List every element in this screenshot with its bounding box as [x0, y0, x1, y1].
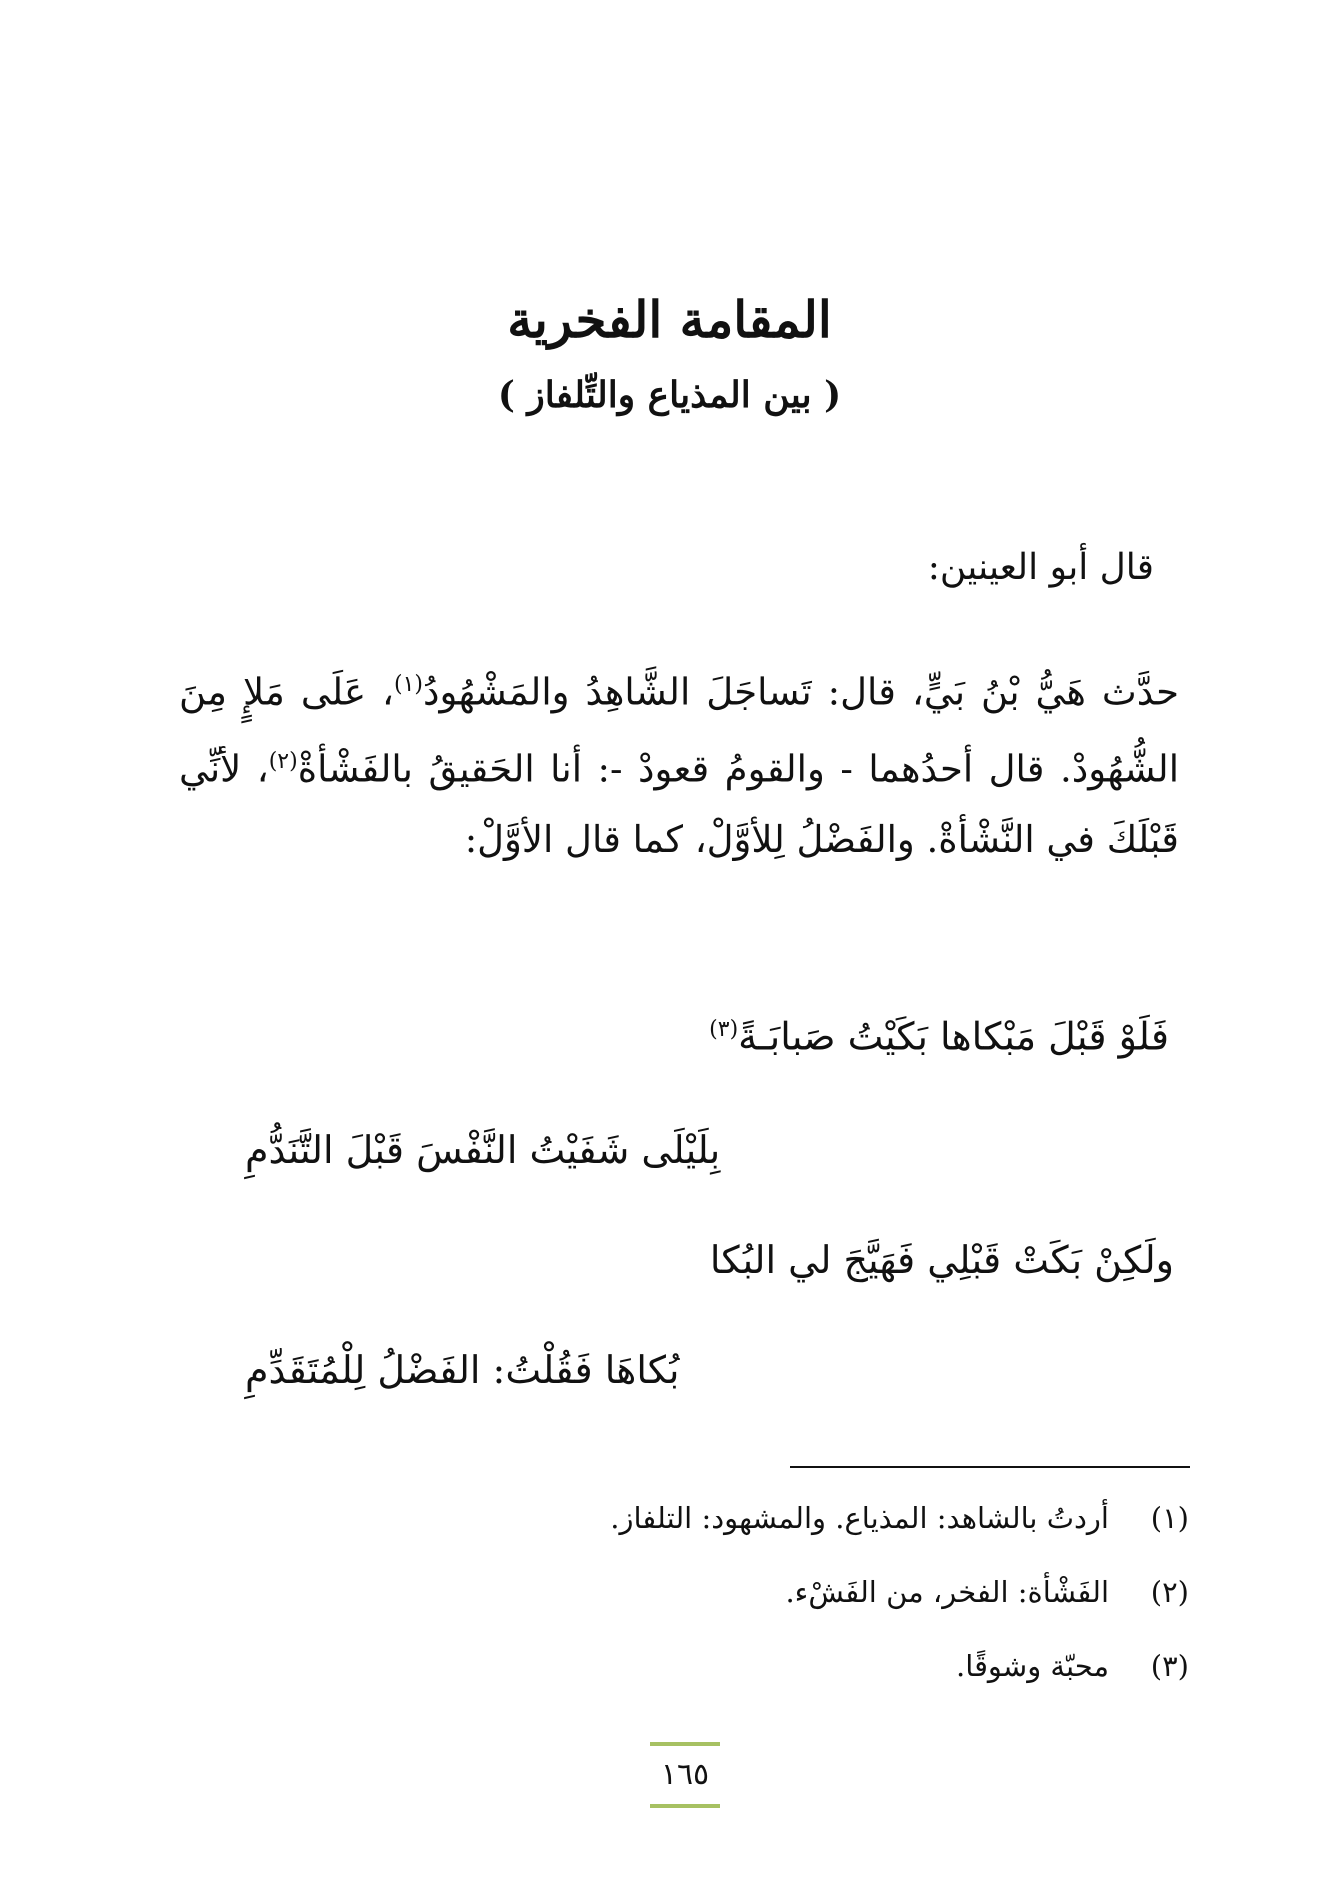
- verse-line-2: بِلَيْلَى شَفَيْتُ النَّفْسَ قَبْلَ التَّنَدُّمِ: [245, 1128, 721, 1172]
- footnote-ref-2: (٢): [268, 749, 298, 775]
- footnotes: [389, 1495, 1189, 1717]
- footnote-ref-1: (١): [393, 672, 423, 697]
- page-number-bottom-line: [650, 1804, 720, 1808]
- verse-line-1: [709, 1000, 1169, 1067]
- page-number-block: [650, 1742, 720, 1808]
- footnote-3: [389, 1643, 1189, 1689]
- page-number: ١٦٥: [660, 1757, 710, 1792]
- footnote-divider: [790, 1466, 1190, 1468]
- footnote-text: الفَشْأة: الفخر، من الفَشْء.: [785, 1575, 1109, 1609]
- footnote-text: محبّة وشوقًا.: [956, 1649, 1109, 1683]
- intro-line: قال أبو العينين:: [927, 547, 1154, 588]
- footnote-number: (١): [1150, 1501, 1189, 1535]
- page-title: المقامة الفخرية: [507, 290, 832, 349]
- paragraph-text-1: حدَّث هَيُّ بْنُ بَيٍّ، قال: تَساجَلَ الشَّاهِدُ والمَشْهُودُ: [423, 670, 1179, 714]
- verse-1-text: فَلَوْ قَبْلَ مَبْكاها بَكَيْتُ صَبابَـةً: [738, 1014, 1169, 1059]
- footnote-1: [389, 1495, 1189, 1541]
- footnote-2: [389, 1569, 1189, 1615]
- page-subtitle: ( بين المذياع والتِّلفاز ): [497, 374, 842, 416]
- body-paragraph: [179, 650, 1179, 875]
- paragraph-text-2: ، عَلَى مَلإٍ مِنَ الشُّهُودْ. قال أحدُهما - والقومُ قعودْ -: أنا الحَقيقُ بالفَشْأةْ: [179, 670, 1179, 791]
- footnote-number: (٣): [1150, 1649, 1189, 1683]
- verse-line-3: ولَكِنْ بَكَتْ قَبْلِي فَهَيَّجَ لي البُكا: [709, 1238, 1174, 1282]
- footnote-text: أردتُ بالشاهد: المذياع. والمشهود: التلفاز.: [610, 1501, 1109, 1535]
- paragraph-text-3: ، لأنِّي قَبْلَكَ في النَّشْأةْ. والفَضْلُ لِلأوَّلْ، كما قال الأوَّلْ:: [179, 747, 1179, 861]
- verse-line-4: بُكاهَا فَقُلْتُ: الفَضْلُ لِلْمُتَقَدِّمِ: [245, 1348, 680, 1392]
- footnote-number: (٢): [1150, 1575, 1189, 1609]
- footnote-ref-3: (٣): [709, 1017, 739, 1042]
